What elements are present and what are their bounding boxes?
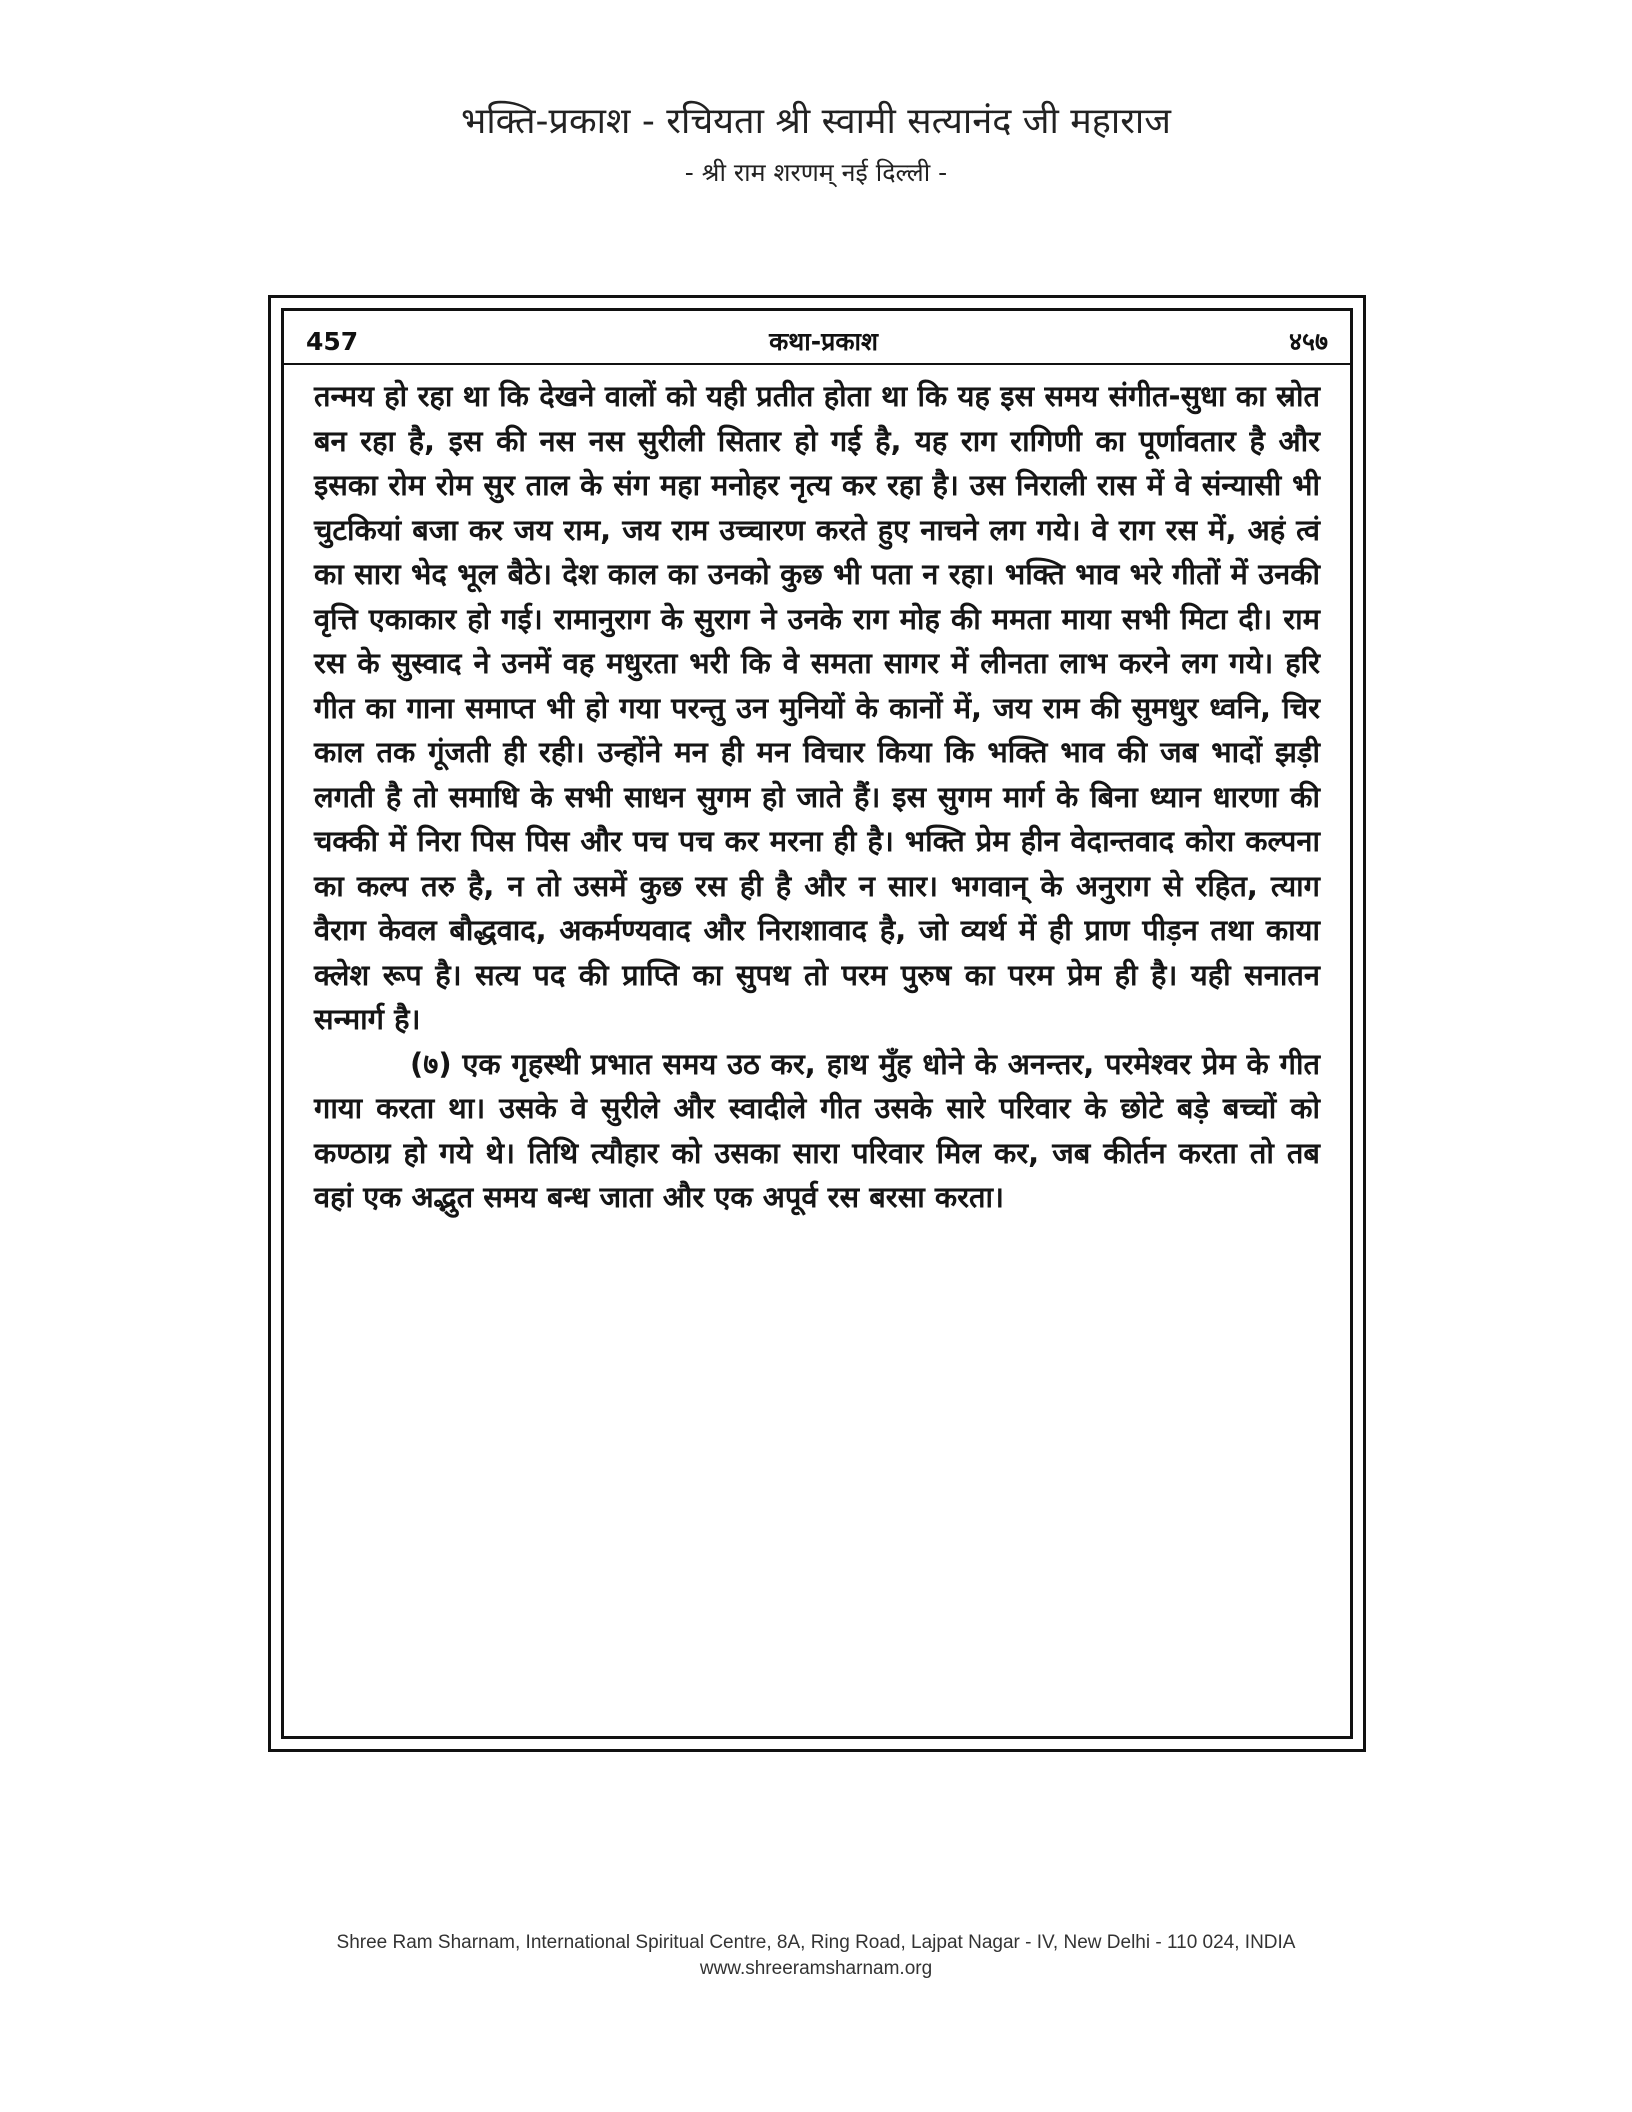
page-footer xyxy=(0,1930,1632,1982)
running-head xyxy=(306,323,1328,359)
body-text xyxy=(314,374,1320,1220)
page-header xyxy=(0,98,1632,192)
book-title: भक्ति-प्रकाश - रचियता श्री स्वामी सत्यानंद जी महाराज xyxy=(461,101,1171,142)
footer-address: Shree Ram Sharnam, International Spiritual Centre, 8A, Ring Road, Lajpat Nagar - IV, New Delhi - 110 024, INDIA xyxy=(336,1932,1296,1953)
page-border-inner xyxy=(281,308,1353,1739)
book-subtitle: - श्री राम शरणम् नई दिल्ली - xyxy=(684,158,948,187)
page-number-latin: 457 xyxy=(306,326,359,356)
running-head-rule xyxy=(284,363,1350,365)
footer-website: www.shreeramsharnam.org xyxy=(699,1958,933,1979)
paragraph: (७) एक गृहस्थी प्रभात समय उठ कर, हाथ मुँह धोने के अनन्तर, परमेश्वर प्रेम के गीत गाया करता था। उसके वे सुरीले और स्वादीले गीत उसके सारे परिवार के छोटे बड़े बच्चों को कण्ठाग्र हो गये थे। तिथि त्यौहार को उसका सारा परिवार मिल कर, जब कीर्तन करता तो तब वहां एक अद्भुत समय बन्ध जाता और एक अपूर्व रस बरसा करता। xyxy=(314,1046,1320,1214)
paragraph: तन्मय हो रहा था कि देखने वालों को यही प्रतीत होता था कि यह इस समय संगीत-सुधा का स्रोत बन रहा है, इस की नस नस सुरीली सितार हो गई है, यह राग रागिणी का पूर्णावतार है और इसका रोम रोम सुर ताल के संग महा मनोहर नृत्य कर रहा है। उस निराली रास में वे संन्यासी भी चुटकियां बजा कर जय राम, जय राम उच्चारण करते हुए नाचने लग गये। वे राग रस में, अहं त्वं का सारा भेद भूल बैठे। देश काल का उनको कुछ भी पता न रहा। भक्ति भाव भरे गीतों में उनकी वृत्ति एकाकार हो गई। रामानुराग के सुराग ने उनके राग मोह की ममता माया सभी मिटा दी। राम रस के सुस्वाद ने उनमें वह मधुरता भरी कि वे समता सागर में लीनता लाभ करने लग गये। हरि गीत का गाना समाप्त भी हो गया परन्तु उन मुनियों के कानों में, जय राम की सुमधुर ध्वनि, चिर काल तक गूंजती ही रही। उन्होंने मन ही मन विचार किया कि भक्ति भाव की जब भादों झड़ी लगती है तो समाधि के सभी साधन सुगम हो जाते हैं। इस सुगम मार्ग के बिना ध्यान धारणा की चक्की में निरा पिस पिस और पच पच कर मरना ही है। भक्ति प्रेम हीन वेदान्तवाद कोरा कल्पना का कल्प तरु है, न तो उसमें कुछ रस ही है और न सार। भगवान् के अनुराग से रहित, त्याग वैराग केवल बौद्धवाद, अकर्मण्यवाद और निराशावाद है, जो व्यर्थ में ही प्राण पीड़न तथा काया क्लेश रूप है। सत्य पद की प्राप्ति का सुपथ तो परम पुरुष का परम प्रेम ही है। यही सनातन सन्मार्ग है। xyxy=(314,379,1320,1036)
page-number-devanagari: ४५७ xyxy=(1288,327,1328,356)
page-border-outer xyxy=(268,295,1366,1752)
chapter-title: कथा-प्रकाश xyxy=(769,327,879,356)
